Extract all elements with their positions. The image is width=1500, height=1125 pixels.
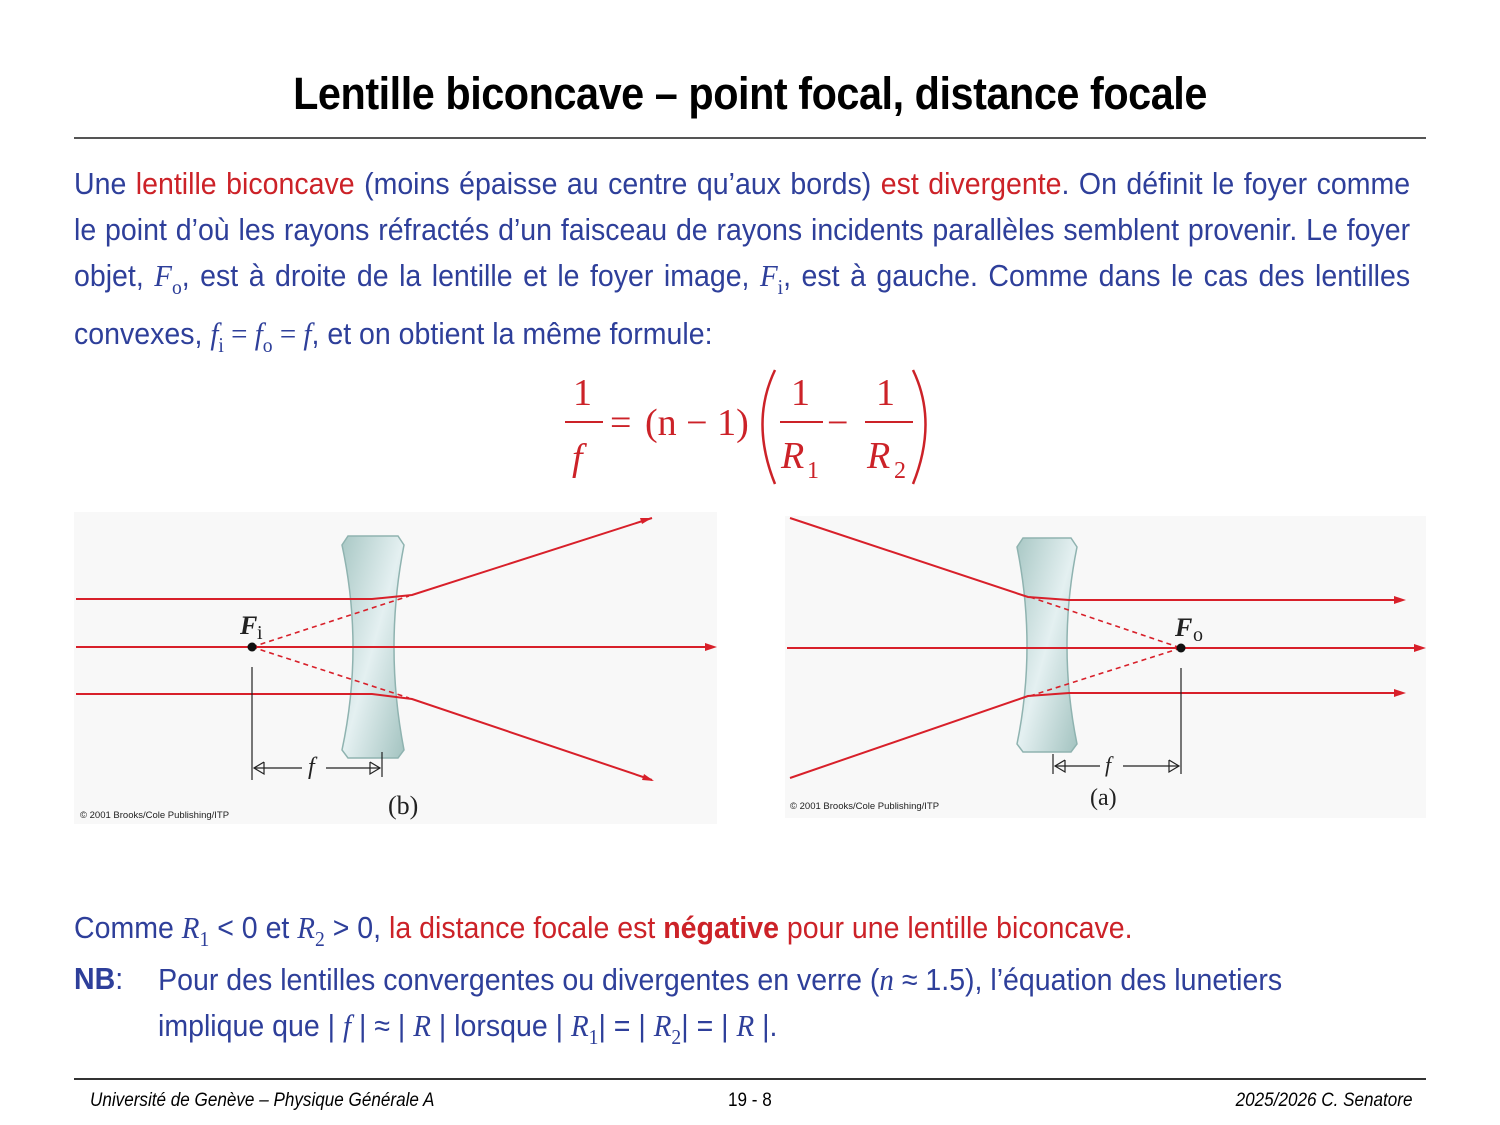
equals: = — [272, 315, 304, 351]
frac2-denominator: R — [867, 435, 891, 477]
distance-f-label: f — [308, 754, 315, 780]
frac1-subscript: 1 — [807, 458, 819, 484]
footer-page-number: 19 - 8 — [728, 1090, 772, 1111]
text: | ≈ | — [351, 1009, 414, 1043]
title-divider — [74, 137, 1426, 139]
subscript-i: i — [218, 332, 224, 357]
symbol-R: R — [181, 910, 200, 945]
lhs-denominator: f — [572, 437, 583, 479]
panel-label-a: (a) — [1090, 785, 1117, 811]
text: implique que | — [158, 1009, 343, 1043]
copyright-credit: © 2001 Brooks/Cole Publishing/ITP — [80, 810, 230, 821]
text: . On définit le foyer comme le point d’où les rayons réfractés d’un faisceau de rayons incidents parallèles semblent provenir. Le foyer objet, — [74, 167, 1411, 293]
text: | = | — [681, 1009, 737, 1043]
text: (moins épaisse au centre qu’aux bords) — [354, 167, 881, 201]
text: | lorsque | — [430, 1009, 571, 1043]
colon: : — [115, 962, 124, 996]
minus-sign: − — [827, 402, 849, 444]
symbol-f: f — [342, 1008, 352, 1043]
symbol-R: R — [736, 1008, 755, 1043]
text: , est à gauche. Comme dans le cas des lentilles convexes, — [74, 259, 1411, 351]
symbol-R: R — [413, 1008, 431, 1043]
text: |. — [754, 1009, 778, 1043]
frac1-numerator: 1 — [791, 372, 810, 414]
subscript-o: o — [171, 275, 182, 299]
symbol-R: R — [653, 1008, 672, 1043]
highlight-text: la distance focale est — [389, 911, 664, 945]
symbol-n: n — [879, 962, 894, 997]
slide-title: Lentille biconcave – point focal, distance focale — [293, 68, 1207, 119]
text: Une — [74, 167, 136, 201]
intro-paragraph — [74, 162, 1410, 368]
equals: = — [223, 315, 255, 351]
symbol-F: F — [759, 258, 778, 293]
figure-b-diverging-lens — [74, 512, 717, 824]
lensmaker-formula — [555, 362, 955, 492]
text: > 0, — [324, 911, 390, 945]
focal-subscript: o — [1193, 624, 1203, 646]
frac2-subscript: 2 — [894, 458, 906, 484]
text: , et on obtient la même formule: — [311, 316, 713, 351]
lhs-numerator: 1 — [573, 372, 592, 414]
footer-divider — [74, 1078, 1426, 1080]
symbol-R: R — [570, 1008, 589, 1043]
highlight-biconcave: lentille biconcave — [135, 167, 355, 201]
text: | = | — [598, 1009, 654, 1043]
nb-line-1 — [158, 962, 1282, 998]
nb-line-2 — [158, 1008, 777, 1050]
focal-point-fi — [248, 643, 257, 652]
highlight-text: pour une lentille biconcave. — [778, 911, 1133, 945]
subscript-i: i — [777, 275, 784, 299]
text: Comme — [74, 911, 182, 945]
symbol-f: f — [210, 315, 219, 351]
nb-note — [74, 962, 1283, 997]
subscript-1: 1 — [588, 1025, 599, 1049]
subscript-2: 2 — [314, 927, 325, 951]
panel-label-b: (b) — [388, 791, 419, 820]
conclusion-line — [74, 910, 1132, 952]
frac2-numerator: 1 — [876, 372, 895, 414]
footer-institution: Université de Genève – Physique Générale A — [90, 1090, 435, 1111]
figure-a-diverging-lens — [785, 516, 1426, 818]
focal-label: F — [240, 611, 258, 640]
symbol-f: f — [254, 315, 263, 351]
symbol-F: F — [154, 258, 172, 293]
n-minus-1: (n − 1) — [645, 402, 749, 444]
symbol-R: R — [297, 910, 315, 945]
text: < 0 et — [209, 911, 298, 945]
subscript-1: 1 — [199, 927, 210, 951]
equals-sign: = — [610, 402, 632, 444]
text: ≈ 1.5), l’équation des lunetiers — [893, 963, 1283, 997]
subscript-o: o — [262, 332, 273, 357]
symbol-f: f — [303, 315, 312, 351]
footer-author: 2025/2026 C. Senatore — [1235, 1090, 1412, 1111]
subscript-2: 2 — [671, 1025, 682, 1049]
highlight-negative: négative — [663, 911, 779, 945]
frac1-denominator: R — [781, 435, 805, 477]
nb-label: NB — [74, 962, 116, 996]
copyright-credit: © 2001 Brooks/Cole Publishing/ITP — [790, 801, 940, 812]
focal-label: F — [1175, 613, 1193, 642]
highlight-divergent: est divergente — [880, 167, 1062, 201]
text: Pour des lentilles convergentes ou divergentes en verre ( — [158, 963, 880, 997]
focal-point-fo — [1177, 644, 1186, 653]
focal-subscript: i — [257, 622, 263, 644]
distance-f-label: f — [1105, 752, 1112, 777]
text: , est à droite de la lentille et le foyer image, — [181, 259, 760, 293]
lens-shape — [1017, 538, 1077, 752]
